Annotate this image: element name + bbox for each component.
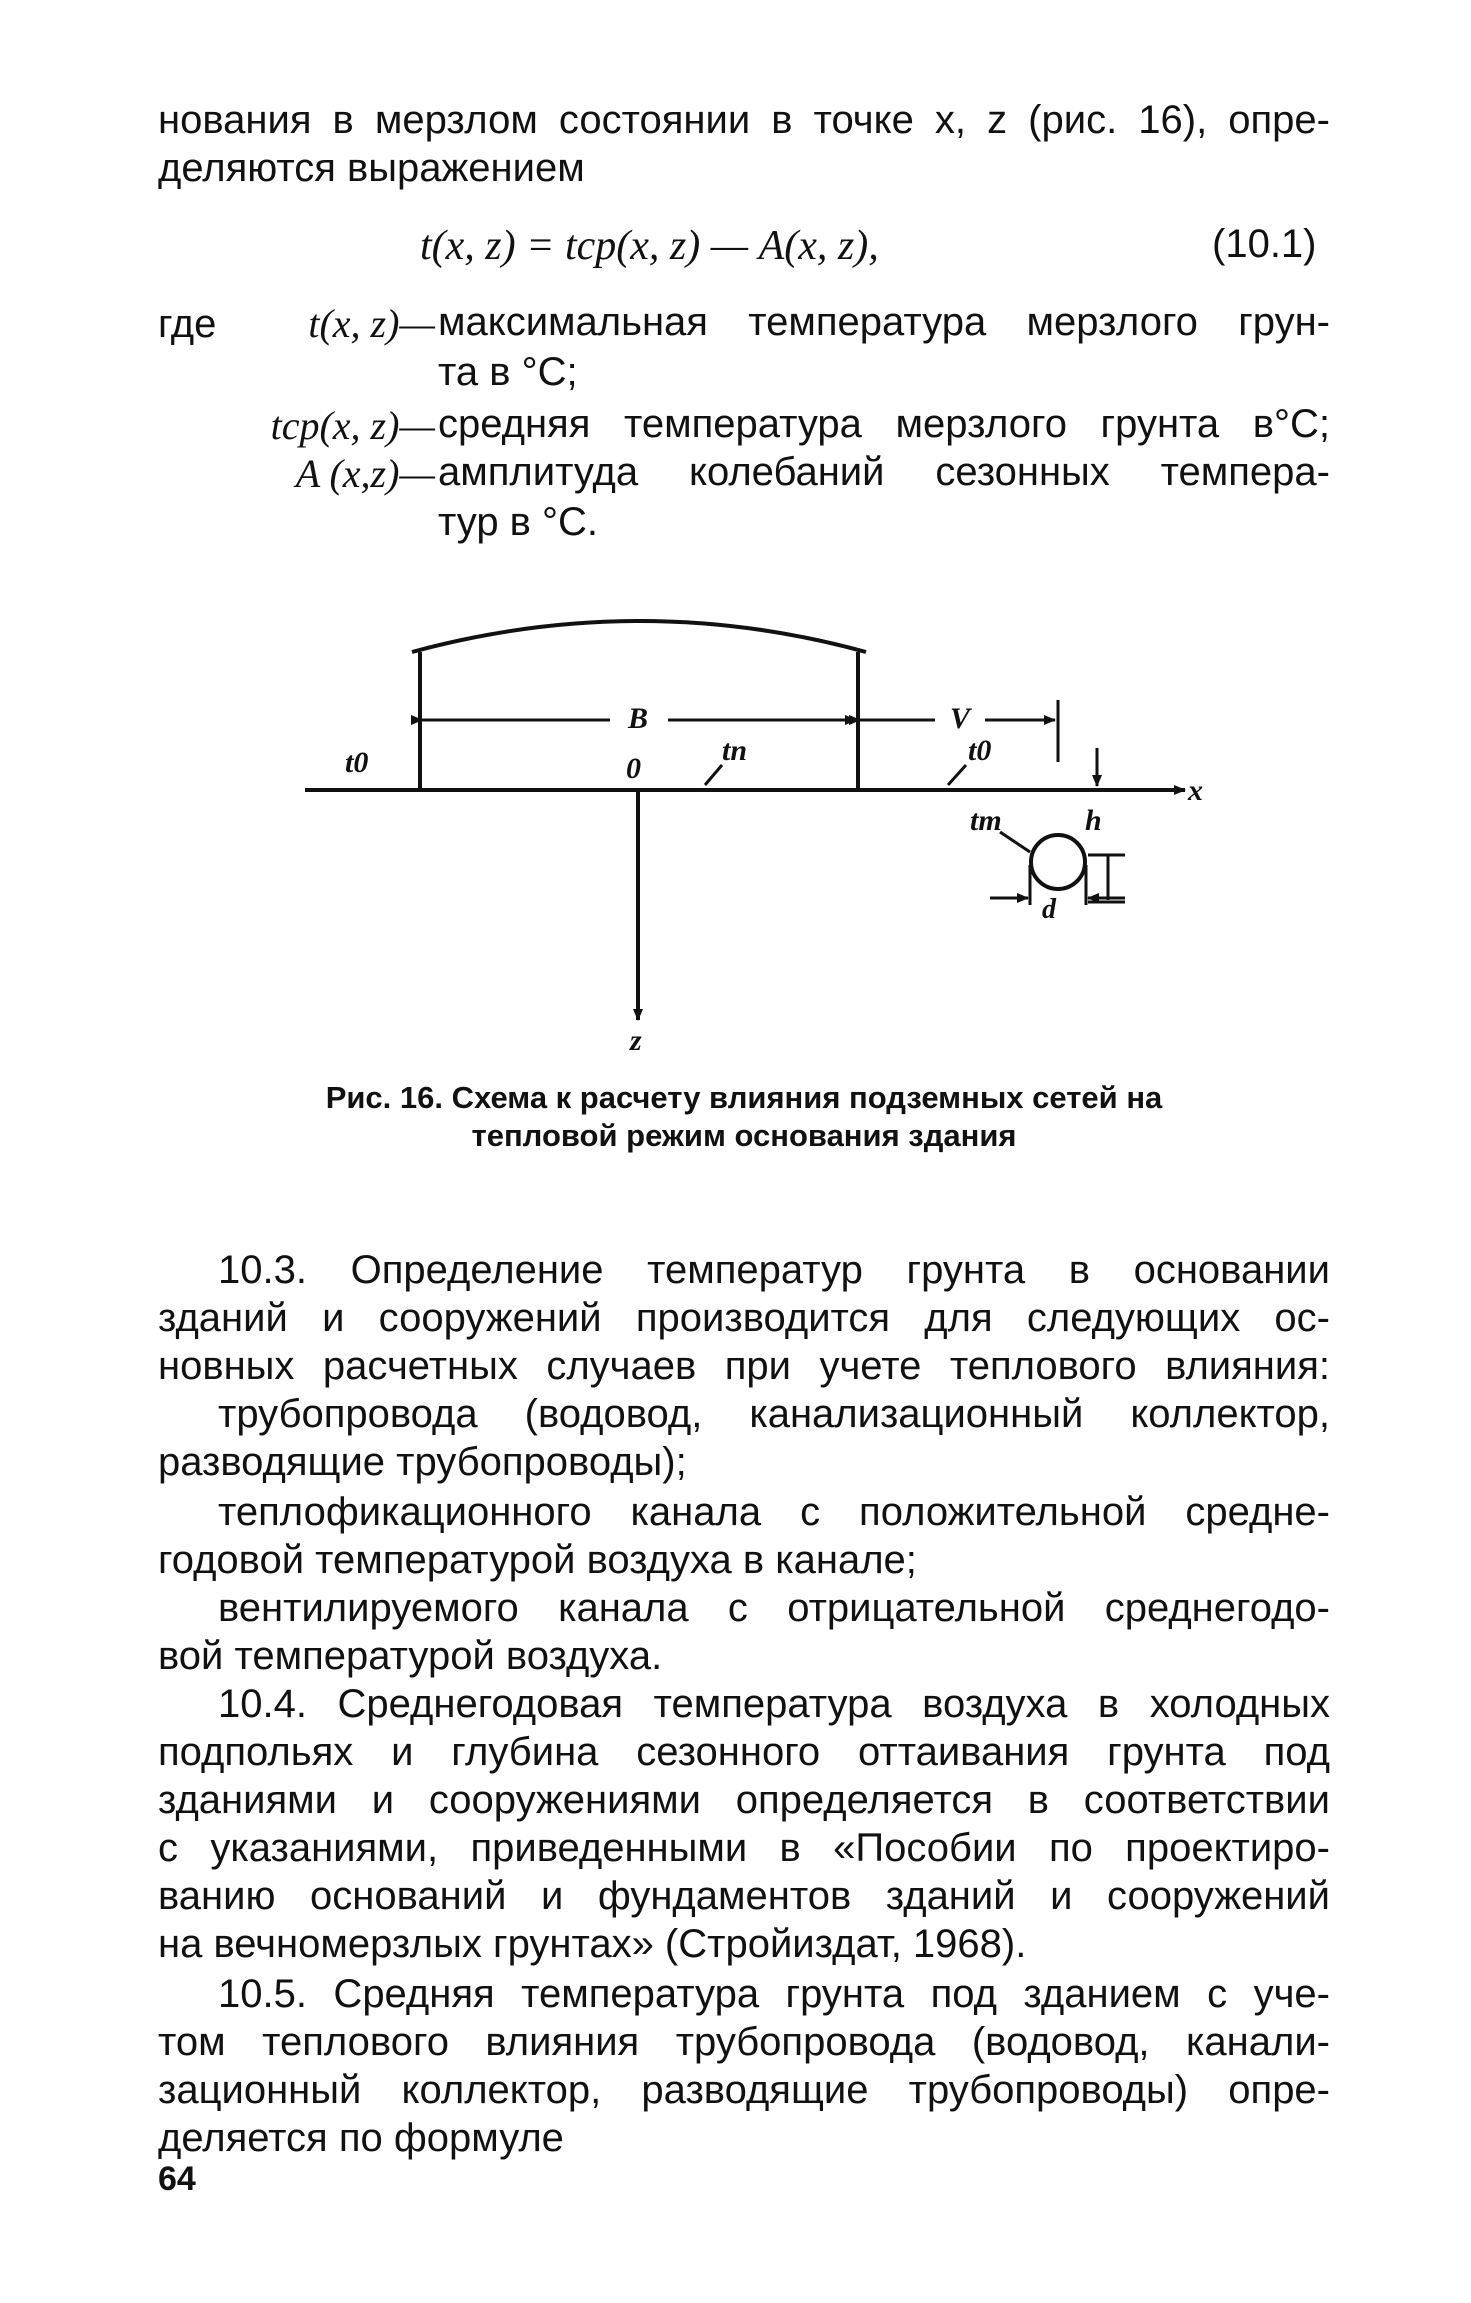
- label-tt: tт: [970, 804, 1002, 837]
- label-b: B: [628, 702, 649, 735]
- t0-right-leader: [948, 765, 966, 785]
- def-text-3b: тур в °С.: [438, 500, 599, 544]
- tn-leader: [705, 765, 722, 785]
- label-h: h: [1085, 804, 1102, 837]
- p103-line-2: зданий и сооружений производится для следующих ос-: [158, 1296, 1330, 1340]
- label-d: d: [1042, 894, 1056, 925]
- label-v: V: [950, 702, 971, 735]
- def-text-1b: та в °С;: [438, 350, 578, 394]
- p104-line-1: 10.4. Среднегодовая температура воздуха в холодных: [218, 1682, 1330, 1726]
- formula-10-1: t(x, z) = tср(x, z) — A(x, z),: [420, 223, 879, 269]
- p104-line-6: на вечномерзлых грунтах» (Стройиздат, 1968).: [158, 1922, 1027, 1966]
- p105-line-2: том теплового влияния трубопровода (водовод, канали-: [158, 2020, 1330, 2064]
- building-roof-arc: [412, 621, 866, 652]
- page-number: 64: [158, 2160, 196, 2198]
- figure-caption-line-1: Рис. 16. Схема к расчету влияния подземных сетей на: [325, 1080, 1163, 1115]
- p103-line-4: трубопровода (водовод, канализационный коллектор,: [218, 1392, 1330, 1436]
- p105-line-3: зационный коллектор, разводящие трубопроводы) опре-: [158, 2068, 1330, 2112]
- def-symbol-1: t(x, z)—: [308, 301, 435, 346]
- p103-line-3: новных расчетных случаев при учете теплового влияния:: [158, 1344, 1330, 1388]
- p103-line-7: годовой температурой воздуха в канале;: [158, 1538, 917, 1582]
- p104-line-5: ванию оснований и фундаментов зданий и сооружений: [158, 1874, 1330, 1918]
- figure-caption-line-2: тепловой режим основания здания: [471, 1118, 1017, 1153]
- formula-number: (10.1): [1212, 222, 1317, 266]
- label-t0-left: t0: [345, 746, 369, 779]
- p103-line-8: вентилируемого канала с отрицательной среднегодо-: [218, 1586, 1330, 1630]
- def-text-3a: амплитуда колебаний сезонных темпера-: [438, 450, 1330, 494]
- label-tn: tп: [722, 734, 748, 767]
- p105-line-4: деляется по формуле: [158, 2116, 564, 2160]
- def-symbol-3: A (x,z)—: [295, 451, 435, 496]
- p104-line-4: с указаниями, приведенными в «Пособии по проектиро-: [158, 1826, 1330, 1870]
- def-symbol-2: tср(x, z)—: [270, 403, 435, 448]
- label-t0-right: t0: [968, 734, 992, 767]
- def-text-2: средняя температура мерзлого грунта в°С;: [438, 402, 1330, 446]
- intro-line-2: деляются выражением: [158, 146, 585, 190]
- p103-line-5: разводящие трубопроводы);: [158, 1440, 687, 1484]
- intro-line-1: нования в мерзлом состоянии в точке x, z (рис. 16), опре-: [158, 98, 1330, 142]
- def-text-1a: максимальная температура мерзлого грун-: [438, 300, 1330, 344]
- p104-line-3: зданиями и сооружениями определяется в соответствии: [158, 1778, 1330, 1822]
- label-z-axis: z: [630, 1024, 642, 1057]
- label-origin: 0: [626, 752, 641, 785]
- p105-line-1: 10.5. Средняя температура грунта под зданием с уче-: [218, 1972, 1330, 2016]
- pipe-circle: [1031, 835, 1085, 889]
- where-word: где: [158, 302, 217, 346]
- figure-16-diagram: [0, 0, 1471, 1060]
- p104-line-2: подпольях и глубина сезонного оттаивания грунта под: [158, 1730, 1330, 1774]
- tt-leader: [1000, 832, 1030, 852]
- p103-line-6: теплофикационного канала с положительной средне-: [218, 1490, 1330, 1534]
- label-x-axis: x: [1188, 774, 1203, 807]
- p103-line-9: вой температурой воздуха.: [158, 1634, 663, 1678]
- p103-line-1: 10.3. Определение температур грунта в основании: [218, 1248, 1330, 1292]
